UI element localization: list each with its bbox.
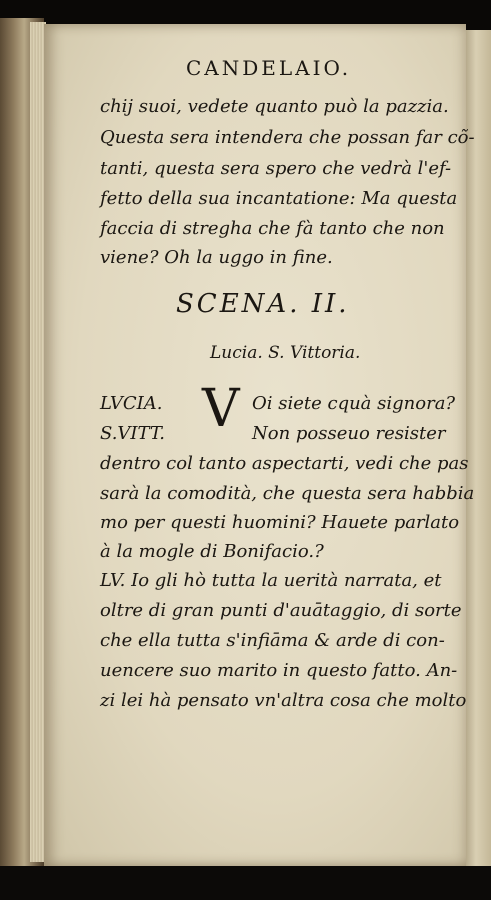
text-line: che ella tutta s'infiāma & arde di con-: [100, 630, 445, 651]
text-line: Non posseuo resister: [252, 423, 446, 444]
text-line: uencere suo marito in questo fatto. An-: [100, 660, 458, 681]
text-line: faccia di stregha che fà tanto che non: [100, 218, 445, 239]
text-line: mo per questi huomini? Hauete parlato: [100, 512, 460, 533]
speaker-label: LVCIA.: [100, 393, 163, 414]
text-line: viene? Oh la uggo in fine.: [100, 247, 333, 268]
text-line: dentro col tanto aspectarti, vedi che pas: [100, 453, 469, 474]
text-line: zi lei hà pensato vn'altra cosa che molto: [100, 690, 467, 711]
text-line: LV. Io gli hò tutta la uerità narrata, et: [100, 570, 442, 591]
text-line: Oi siete cquà signora?: [252, 393, 456, 414]
text-line: à la mogle di Bonifacio.?: [100, 541, 324, 562]
speaker-label: S.VITT.: [100, 423, 165, 444]
text-line: tanti, questa sera spero che vedrà l'ef-: [100, 158, 452, 179]
text-line: Questa sera intendera che possan far cõ-: [100, 127, 475, 148]
book-page: [44, 24, 466, 866]
text-line: oltre di gran punti d'auātaggio, di sorte: [100, 600, 462, 621]
text-line: chij suoi, vedete quanto può la pazzia.: [100, 96, 449, 117]
page-edges-right: [466, 30, 491, 870]
scene-characters: Lucia. S. Vittoria.: [210, 343, 361, 363]
background-strip: [0, 866, 491, 900]
scene-heading: SCENA. II.: [176, 289, 350, 319]
text-line: sarà la comodità, che questa sera habbia: [100, 483, 475, 504]
text-line: fetto della sua incantatione: Ma questa: [100, 188, 458, 209]
drop-cap: V: [202, 379, 240, 439]
running-title: CANDELAIO.: [186, 56, 352, 80]
